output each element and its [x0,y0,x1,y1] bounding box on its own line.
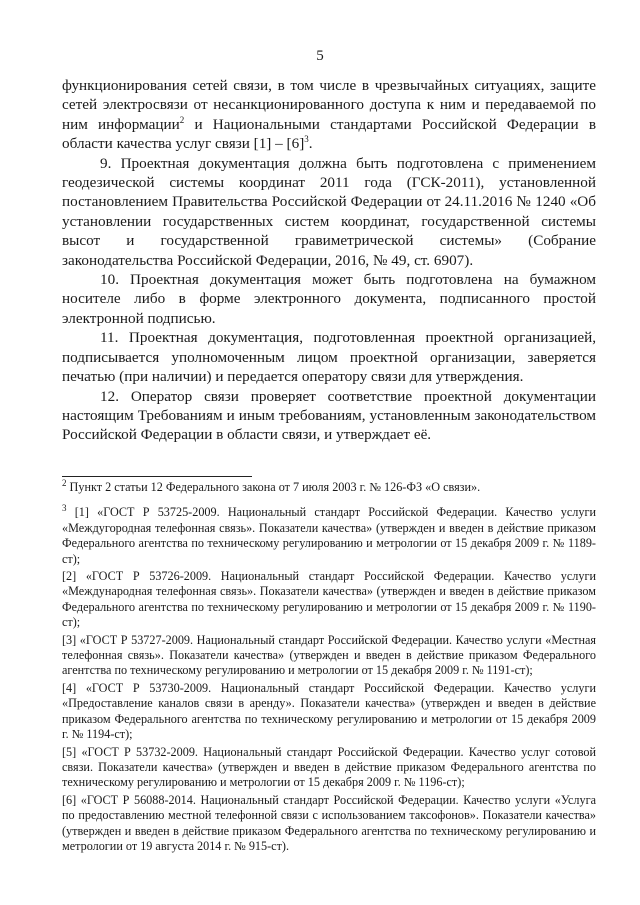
paragraph-10: 10. Проектная документация может быть подготовлена на бумажном носителе либо в форме электронного документа, подписанного простой электронной подписью. [62,271,596,327]
reference-3: [3] «ГОСТ Р 53727-2009. Национальный стандарт Российской Федерации. Качество услуги «Местная телефонная связь». Показатели качества» (утвержден и введен в действие приказом Федерального агентства по техническому регулированию и метрологии от 15 декабря 2009 г. № 1191-ст); [62,632,596,678]
paragraph-11: 11. Проектная документация, подготовленная проектной организацией, подписывается уполномоченным лицом проектной организации, заверяется печатью (при наличии) и передается оператору связи для утверждения. [62,329,596,386]
paragraph-continued-text: функционирования сетей связи, в том числе в чрезвычайных ситуациях, защите сетей электросвязи от несанкционированного доступа к ним и передаваемой по ним информации [62,77,596,133]
reference-1-text: [1] «ГОСТ Р 53725-2009. Национальный стандарт Российской Федерации. Качество услуги «Междугородная телефонная связь». Показатели качества» (утвержден и введен в действие приказом Федерального агентства по техническому регулированию и метрологии от 15 декабря 2009 г. № 1189-ст); [62,505,596,566]
footnote-divider [62,476,252,477]
paragraph-continued-text-2: и Национальными стандартами Российской Федерации в области качества услуг связи [1] – [6] [62,115,596,153]
page-number: 5 [316,48,324,64]
paragraph-continued-end: . [308,135,313,153]
footnote-2-text: Пункт 2 статьи 12 Федерального закона от 7 июля 2003 г. № 126-ФЗ «О связи». [66,480,481,494]
footnote-3-mark: 3 [62,503,67,514]
footnote-ref-3: 3 [304,134,309,145]
footnote-2 [62,477,596,495]
paragraph-9: 9. Проектная документация должна быть подготовлена с применением геодезической системы координат 2011 года (ГСК-2011), установленной постановлением Правительства Российской Федерации от 24.11.2016 № 1240 «Об установлении государственных систем координат, государственной системы высот и государственной гравиметрической системы» (Собрание законодательства Российской Федерации, 2016, № 49, ст. 6907). [62,154,596,269]
footnote-3-ref-1 [62,505,596,567]
reference-6: [6] «ГОСТ Р 56088-2014. Национальный стандарт Российской Федерации. Качество услуги «Услуга по предоставлению местной телефонной связи с использованием таксофонов». Показатели качества» (утвержден и введен в действие приказом Федерального агентства по техническому регулированию и метрологии от 19 августа 2014 г. № 915-ст). [62,792,596,853]
reference-5: [5] «ГОСТ Р 53732-2009. Национальный стандарт Российской Федерации. Качество услуг сотовой связи. Показатели качества» (утвержден и введен в действие приказом Федерального агентства по техническому регулированию и метрологии от 15 декабря 2009 г. № 1196-ст); [62,744,596,790]
footnotes [62,477,596,856]
footnote-2-mark: 2 [62,477,67,488]
body-text [62,76,596,445]
reference-2: [2] «ГОСТ Р 53726-2009. Национальный стандарт Российской Федерации. Качество услуги «Международная телефонная связь». Показатели качества» (утвержден и введен в действие приказом Федерального агентства по техническому регулированию и метрологии от 15 декабря 2009 г. № 1190-ст); [62,569,596,630]
paragraph-continued [62,76,596,154]
reference-4: [4] «ГОСТ Р 53730-2009. Национальный стандарт Российской Федерации. Качество услуги «Предоставление каналов связи в аренду». Показатели качества» (утвержден и введен в действие приказом Федерального агентства по техническому регулированию и метрологии от 15 декабря 2009 г. № 1194-ст); [62,680,596,742]
paragraph-12: 12. Оператор связи проверяет соответствие проектной документации настоящим Требованиям и иным требованиям, установленным законодательством Российской Федерации в области связи, и утверждает её. [62,387,596,444]
footnote-ref-2: 2 [179,114,185,125]
